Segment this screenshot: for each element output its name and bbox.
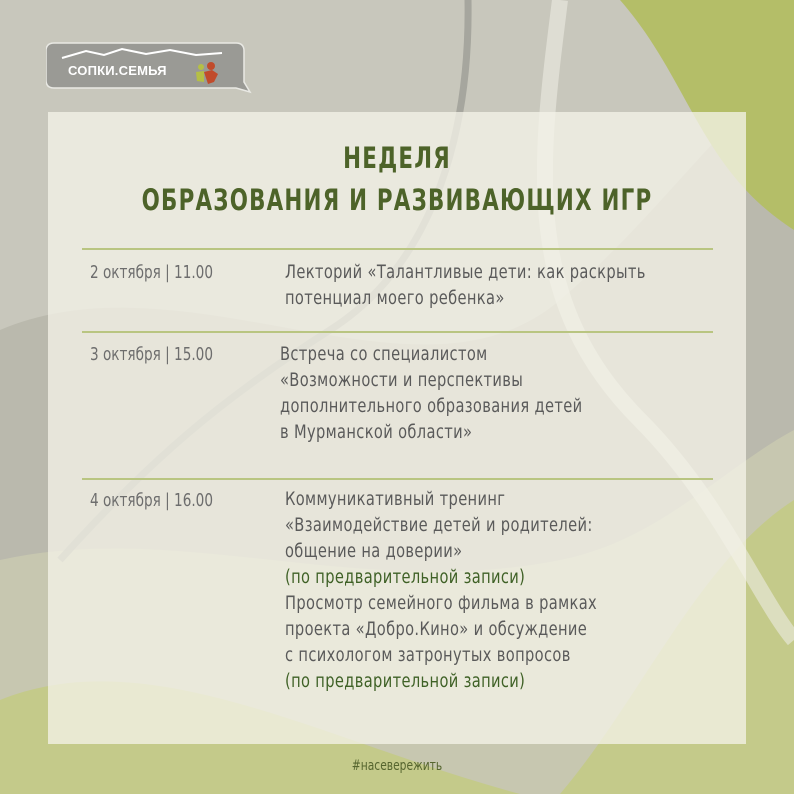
event-line: с психологом затронутых вопросов <box>285 645 571 666</box>
event-line: «Взаимодействие детей и родителей: <box>285 515 593 536</box>
event-date: 3 октября | 15.00 <box>90 344 213 365</box>
event-line: проекта «Добро.Кино» и обсуждение <box>285 619 588 640</box>
event-line: дополнительного образования детей <box>280 396 583 417</box>
hashtag: #насевережить <box>351 758 443 774</box>
logo-text: СОПКИ.СЕМЬЯ <box>68 63 167 78</box>
event-line: «Возможности и перспективы <box>280 370 524 391</box>
event-date: 2 октября | 11.00 <box>90 262 213 283</box>
title-line-2: ОБРАЗОВАНИЯ И РАЗВИВАЮЩИХ ИГР <box>141 183 653 217</box>
title-line-1: НЕДЕЛЯ <box>343 141 451 175</box>
event-line: в Мурманской области» <box>280 422 473 443</box>
registration-note: (по предварительной записи) <box>285 567 526 588</box>
divider <box>82 248 713 250</box>
event-line: Встреча со специалистом <box>280 344 488 365</box>
event-line: потенциал моего ребенка» <box>285 288 505 309</box>
event-description <box>285 487 597 695</box>
event-line: общение на доверии» <box>285 541 463 562</box>
event-description <box>280 342 582 446</box>
logo <box>46 42 250 94</box>
event-line: Просмотр семейного фильма в рамках <box>285 593 598 614</box>
event-line: Коммуникативный тренинг <box>285 489 506 510</box>
family-figure-icon <box>207 62 215 70</box>
divider <box>82 331 713 333</box>
page-title <box>71 137 722 221</box>
divider <box>82 478 713 480</box>
registration-note: (по предварительной записи) <box>285 671 526 692</box>
event-description <box>285 260 646 312</box>
event-line: Лекторий «Талантливые дети: как раскрыть <box>285 262 646 283</box>
event-date: 4 октября | 16.00 <box>90 490 213 511</box>
